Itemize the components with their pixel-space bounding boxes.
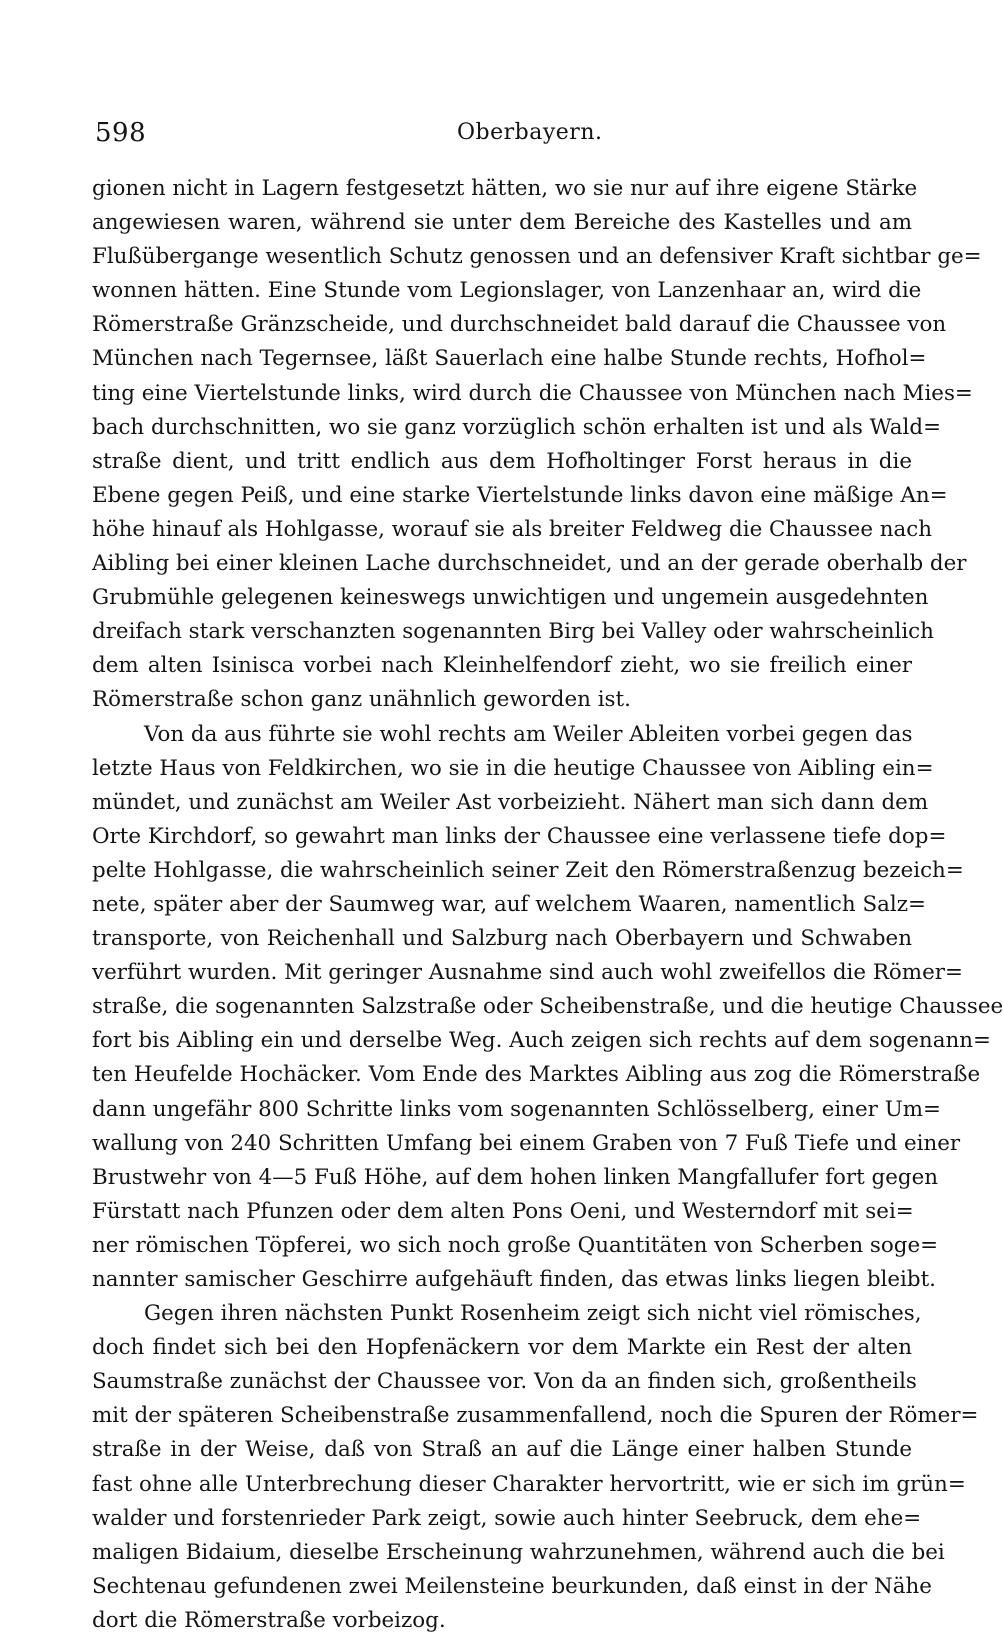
text-line: mündet, und zunächst am Weiler Ast vorbeizieht. Nähert man sich dann dem	[92, 789, 929, 815]
text-line: Fürstatt nach Pfunzen oder dem alten Pons Oeni, und Westerndorf mit sei=	[92, 1198, 914, 1224]
running-head: Oberbayern.	[457, 120, 603, 145]
text-line: gionen nicht in Lagern festgesetzt hätten, wo sie nur auf ihre eigene Stärke	[92, 176, 918, 201]
text-line: ner römischen Töpferei, wo sich noch große Quantitäten von Scherben soge=	[92, 1232, 939, 1258]
text-line: transporte, von Reichenhall und Salzburg nach Oberbayern und Schwaben	[92, 926, 912, 952]
text-line: doch findet sich bei den Hopfenäckern vor dem Markte ein Rest der alten	[92, 1335, 912, 1361]
text-line: Römerstraße schon ganz unähnlich geworden ist.	[92, 687, 631, 713]
body-text	[92, 172, 1003, 1638]
text-line: Saumstraße zunächst der Chaussee vor. Von da an finden sich, großentheils	[92, 1369, 917, 1395]
text-line: wallung von 240 Schritten Umfang bei einem Graben von 7 Fuß Tiefe und einer	[92, 1130, 961, 1156]
text-line: Brustwehr von 4—5 Fuß Höhe, auf dem hohen linken Mangfallufer fort gegen	[92, 1164, 939, 1190]
text-line: dort die Römerstraße vorbeizog.	[92, 1607, 446, 1633]
text-line: Ebene gegen Peiß, und eine starke Viertelstunde links davon eine mäßige An=	[92, 482, 948, 508]
text-line: Von da aus führte sie wohl rechts am Weiler Ableiten vorbei gegen das	[144, 721, 913, 747]
text-line: angewiesen waren, während sie unter dem Bereiche des Kastelles und am	[92, 210, 912, 236]
text-line: Flußübergange wesentlich Schutz genossen und an defensiver Kraft sichtbar ge=	[92, 244, 982, 270]
text-line: walder und forstenrieder Park zeigt, sowie auch hinter Seebruck, dem ehe=	[92, 1505, 922, 1531]
text-line: maligen Bidaium, dieselbe Erscheinung wahrzunehmen, während auch die bei	[92, 1539, 945, 1565]
text-line: wonnen hätten. Eine Stunde vom Legionslager, von Lanzenhaar an, wird die	[92, 278, 922, 304]
paragraph	[92, 1297, 979, 1638]
text-line: ten Heufelde Hochäcker. Vom Ende des Marktes Aibling aus zog die Römerstraße	[92, 1062, 981, 1088]
paragraph	[92, 718, 1003, 1298]
text-line: straße dient, und tritt endlich aus dem Hofholtinger Forst heraus in die	[92, 448, 912, 474]
text-line: fort bis Aibling ein und derselbe Weg. Auch zeigen sich rechts auf dem sogenann=	[92, 1028, 991, 1054]
text-line: höhe hinauf als Hohlgasse, worauf sie als breiter Feldweg die Chaussee nach	[92, 516, 933, 542]
text-line: fast ohne alle Unterbrechung dieser Charakter hervortritt, wie er sich im grün=	[92, 1471, 966, 1497]
text-line: ting eine Viertelstunde links, wird durch die Chaussee von München nach Mies=	[92, 380, 973, 406]
text-line: Orte Kirchdorf, so gewahrt man links der Chaussee eine verlassene tiefe dop=	[92, 823, 947, 849]
text-line: Sechtenau gefundenen zwei Meilensteine beurkunden, daß einst in der Nähe	[92, 1573, 932, 1599]
paragraph	[92, 172, 982, 718]
text-line: nete, später aber der Saumweg war, auf welchem Waaren, namentlich Salz=	[92, 891, 926, 917]
text-line: straße in der Weise, daß von Straß an auf die Länge einer halben Stunde	[92, 1437, 912, 1463]
text-line: Aibling bei einer kleinen Lache durchschneidet, und an der gerade oberhalb der	[92, 551, 967, 577]
book-page	[92, 118, 1003, 1638]
text-line: München nach Tegernsee, läßt Sauerlach eine halbe Stunde rechts, Hofhol=	[92, 346, 927, 372]
text-line: verführt wurden. Mit geringer Ausnahme sind auch wohl zweifellos die Römer=	[92, 960, 963, 986]
text-line: dem alten Isinisca vorbei nach Kleinhelfendorf zieht, wo sie freilich einer	[92, 653, 912, 679]
text-line: mit der späteren Scheibenstraße zusammenfallend, noch die Spuren der Römer=	[92, 1403, 979, 1429]
text-line: Grubmühle gelegenen keineswegs unwichtigen und ungemein ausgedehnten	[92, 585, 929, 611]
text-line: pelte Hohlgasse, die wahrscheinlich seiner Zeit den Römerstraßenzug bezeich=	[92, 857, 964, 883]
text-line: Gegen ihren nächsten Punkt Rosenheim zeigt sich nicht viel römisches,	[144, 1301, 922, 1327]
text-line: nannter samischer Geschirre aufgehäuft finden, das etwas links liegen bleibt.	[92, 1267, 936, 1292]
page-number: 598	[95, 118, 147, 148]
text-line: letzte Haus von Feldkirchen, wo sie in die heutige Chaussee von Aibling ein=	[92, 755, 934, 781]
text-line: dreifach stark verschanzten sogenannten Birg bei Valley oder wahrscheinlich	[92, 619, 934, 645]
page-header	[92, 118, 912, 158]
text-line: Römerstraße Gränzscheide, und durchschneidet bald darauf die Chaussee von	[92, 312, 947, 338]
text-line: dann ungefähr 800 Schritte links vom sogenannten Schlösselberg, einer Um=	[92, 1096, 941, 1122]
text-line: straße, die sogenannten Salzstraße oder Scheibenstraße, und die heutige Chaussee	[92, 994, 1003, 1020]
text-line: bach durchschnitten, wo sie ganz vorzüglich schön erhalten ist und als Wald=	[92, 414, 941, 440]
